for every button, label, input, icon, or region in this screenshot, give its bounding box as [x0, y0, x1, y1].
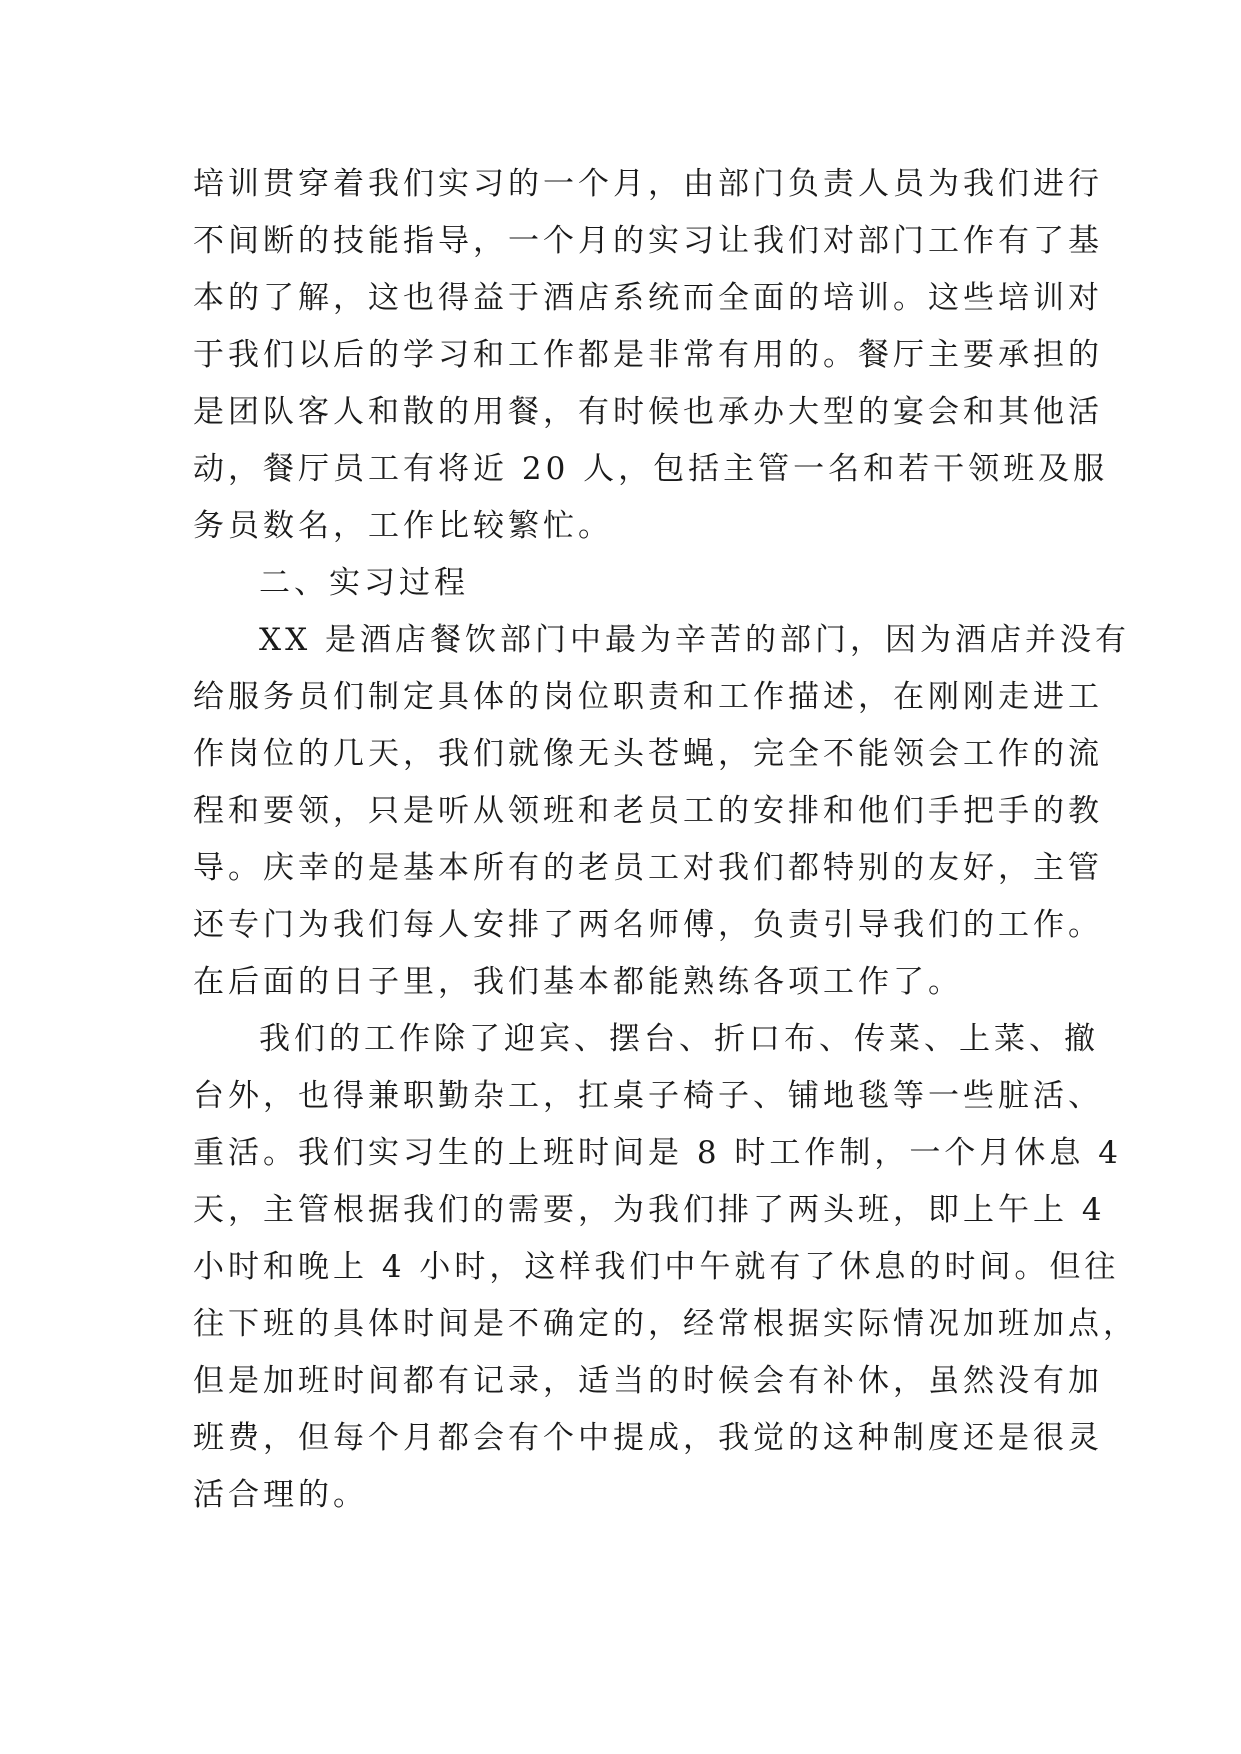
text-line: 我们的工作除了迎宾、摆台、折口布、传菜、上菜、撤: [259, 1021, 1099, 1057]
text-line: 重活。我们实习生的上班时间是 8 时工作制，一个月休息 4: [193, 1135, 1123, 1171]
text-line: 班费，但每个月都会有个中提成，我觉的这种制度还是很灵: [193, 1420, 1103, 1456]
text-line: 小时和晚上 4 小时，这样我们中午就有了休息的时间。但往: [193, 1249, 1120, 1285]
text-line: 天，主管根据我们的需要，为我们排了两头班，即上午上 4: [193, 1192, 1106, 1228]
text-line: 但是加班时间都有记录，适当的时候会有补休，虽然没有加: [193, 1363, 1103, 1399]
text-line: 程和要领，只是听从领班和老员工的安排和他们手把手的教: [193, 793, 1103, 829]
text-line: 于我们以后的学习和工作都是非常有用的。餐厅主要承担的: [193, 337, 1103, 373]
text-line: 台外，也得兼职勤杂工，扛桌子椅子、铺地毯等一些脏活、: [193, 1078, 1103, 1114]
text-line: 培训贯穿着我们实习的一个月，由部门负责人员为我们进行: [193, 166, 1103, 202]
text-line: 本的了解，这也得益于酒店系统而全面的培训。这些培训对: [193, 280, 1103, 316]
text-line: 在后面的日子里，我们基本都能熟练各项工作了。: [193, 964, 963, 1000]
text-line: 务员数名，工作比较繁忙。: [193, 508, 613, 544]
text-line: 往下班的具体时间是不确定的，经常根据实际情况加班加点，: [193, 1306, 1138, 1342]
text-line: 不间断的技能指导，一个月的实习让我们对部门工作有了基: [193, 223, 1103, 259]
text-line: 还专门为我们每人安排了两名师傅，负责引导我们的工作。: [193, 907, 1103, 943]
section-heading: 二、实习过程: [259, 565, 469, 601]
text-line: XX 是酒店餐饮部门中最为辛苦的部门，因为酒店并没有: [259, 622, 1130, 658]
text-line: 活合理的。: [193, 1477, 368, 1513]
text-line: 导。庆幸的是基本所有的老员工对我们都特别的友好，主管: [193, 850, 1103, 886]
text-line: 动，餐厅员工有将近 20 人，包括主管一名和若干领班及服: [193, 451, 1109, 487]
document-body: [193, 156, 1138, 1524]
text-line: 给服务员们制定具体的岗位职责和工作描述，在刚刚走进工: [193, 679, 1103, 715]
text-line: 是团队客人和散的用餐，有时候也承办大型的宴会和其他活: [193, 394, 1103, 430]
text-line: 作岗位的几天，我们就像无头苍蝇，完全不能领会工作的流: [193, 736, 1103, 772]
